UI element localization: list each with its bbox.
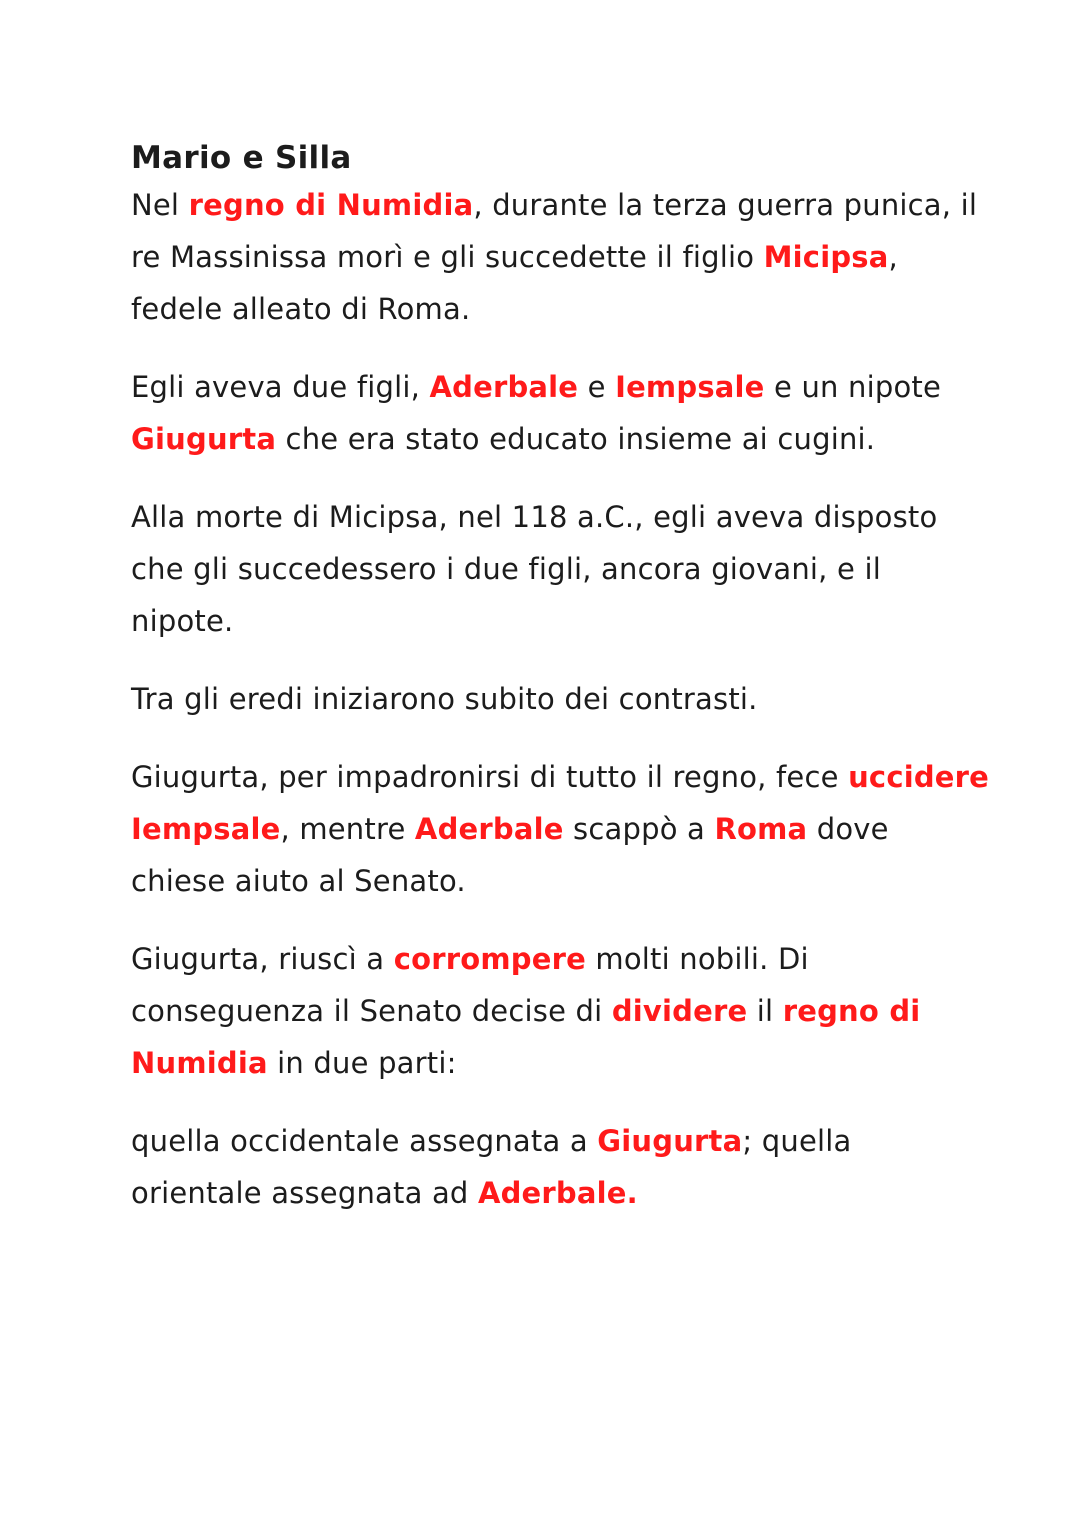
- highlighted-term: Iempsale: [615, 370, 765, 404]
- highlighted-term: regno di Numidia: [131, 994, 921, 1080]
- paragraph: [131, 361, 991, 465]
- paragraph: [131, 179, 991, 335]
- highlighted-term: Giugurta: [597, 1124, 743, 1158]
- text-run: in due parti:: [267, 1046, 457, 1080]
- text-run: Giugurta, per impadronirsi di tutto il regno, fece: [131, 760, 849, 794]
- highlighted-term: Aderbale: [414, 812, 564, 846]
- text-run: ; quella orientale assegnata ad: [131, 1124, 852, 1210]
- text-run: Egli aveva due figli,: [131, 370, 430, 404]
- highlighted-term: Aderbale: [429, 370, 579, 404]
- highlighted-term: dividere: [611, 994, 748, 1028]
- paragraph: [131, 1115, 991, 1219]
- text-run: quella occidentale assegnata a: [131, 1124, 598, 1158]
- text-run: e un nipote: [764, 370, 942, 404]
- highlighted-term: Aderbale.: [477, 1176, 638, 1210]
- text-run: Tra gli eredi iniziarono subito dei contrasti.: [131, 682, 758, 716]
- text-run: che era stato educato insieme ai cugini.: [276, 422, 876, 456]
- text-run: , mentre: [280, 812, 415, 846]
- paragraph: [131, 751, 991, 907]
- document-page: [131, 135, 991, 1245]
- highlighted-term: corrompere: [393, 942, 586, 976]
- paragraph: [131, 491, 991, 647]
- highlighted-term: Micipsa: [763, 240, 889, 274]
- paragraph: [131, 933, 991, 1089]
- highlighted-term: Roma: [714, 812, 808, 846]
- text-run: Alla morte di Micipsa, nel 118 a.C., egli aveva disposto che gli succedessero i due figli, ancora giovani, e il nipote.: [131, 500, 938, 638]
- highlighted-term: Giugurta: [131, 422, 277, 456]
- text-run: e: [578, 370, 616, 404]
- text-run: Giugurta, riuscì a: [131, 942, 394, 976]
- text-run: , fedele alleato di Roma.: [131, 240, 898, 326]
- text-run: molti nobili. Di conseguenza il Senato decise di: [131, 942, 809, 1028]
- document-body: [131, 179, 991, 1219]
- highlighted-term: regno di Numidia: [188, 188, 474, 222]
- text-run: Nel: [131, 188, 189, 222]
- highlighted-term: uccidere Iempsale: [131, 760, 990, 846]
- text-run: dove chiese aiuto al Senato.: [131, 812, 889, 898]
- paragraph: [131, 673, 991, 725]
- page-title: Mario e Silla: [131, 140, 352, 176]
- text-run: , durante la terza guerra punica, il re Massinissa morì e gli succedette il figlio: [131, 188, 978, 274]
- text-run: scappò a: [563, 812, 715, 846]
- text-run: il: [747, 994, 783, 1028]
